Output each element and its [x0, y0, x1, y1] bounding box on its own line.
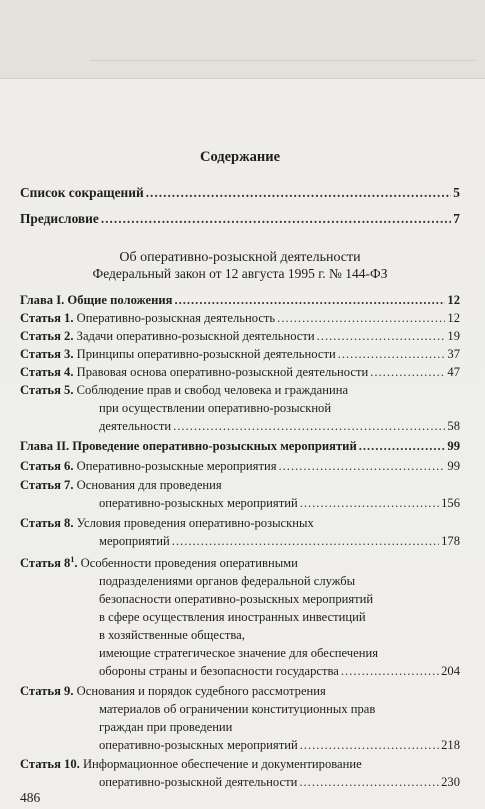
- entry-page: 37: [447, 347, 460, 361]
- article-number: Статья 5.: [20, 383, 74, 397]
- article-number: Статья $8^1$.: [20, 554, 78, 570]
- entry-continuation: материалов об ограничении конституционных прав: [99, 702, 376, 716]
- toc-entry[interactable]: [20, 756, 460, 772]
- toc-entry[interactable]: [20, 185, 460, 201]
- entry-label: Задачи оперативно-розыскной деятельности: [76, 329, 315, 343]
- toc-entry-end[interactable]: [99, 495, 460, 511]
- entry-page: 12: [447, 293, 460, 307]
- article-number: Статья 3.: [20, 347, 74, 361]
- entry-page: 230: [441, 775, 460, 789]
- entry-continuation: при осуществлении оперативно-розыскной: [99, 401, 332, 415]
- entry-continuation: в сфере осуществления иностранных инвестиций: [99, 610, 366, 624]
- toc-entry[interactable]: [20, 310, 460, 326]
- entry-label: Предисловие: [20, 211, 99, 226]
- chapter-entry[interactable]: [20, 438, 460, 454]
- article-number: Статья 10.: [20, 757, 80, 771]
- entry-label: Основания для проведения: [76, 478, 222, 492]
- page-number: 486: [20, 790, 41, 805]
- leader-dots: [173, 418, 445, 434]
- entry-continuation: граждан при проведении: [99, 720, 233, 734]
- article-number: Статья 6.: [20, 459, 74, 473]
- toc-entry[interactable]: [20, 683, 460, 699]
- toc-entry[interactable]: [20, 211, 460, 227]
- toc-entry-end[interactable]: [99, 533, 460, 549]
- leader-dots: [146, 185, 452, 201]
- entry-continuation: деятельности: [99, 419, 172, 433]
- leader-dots: [341, 663, 439, 679]
- entry-label: Глава I. Общие положения: [20, 293, 173, 307]
- entry-label: Оперативно-розыскная деятельность: [76, 311, 276, 325]
- leader-dots: [299, 774, 439, 790]
- entry-page: 19: [447, 329, 460, 343]
- entry-page: 99: [447, 439, 460, 453]
- chapter-entry[interactable]: [20, 292, 460, 308]
- leader-dots: [101, 211, 451, 227]
- article-number: Статья 8.: [20, 516, 74, 530]
- law-title: Об оперативно-розыскной деятельности: [119, 250, 361, 265]
- entry-page: 218: [441, 738, 460, 752]
- entry-continuation: имеющие стратегическое значение для обеспечения: [99, 646, 378, 660]
- entry-label: Глава II. Проведение оперативно-розыскных мероприятий: [20, 439, 357, 453]
- entry-page: 99: [447, 459, 460, 473]
- entry-continuation: безопасности оперативно-розыскных мероприятий: [99, 592, 374, 606]
- leader-dots: [370, 364, 445, 380]
- entry-page: 178: [441, 534, 460, 548]
- leader-dots: [317, 328, 446, 344]
- toc-entry[interactable]: [20, 555, 460, 571]
- toc-entry-end[interactable]: [99, 774, 460, 790]
- toc-entry[interactable]: [20, 477, 460, 493]
- entry-label: Правовая основа оперативно-розыскной деятельности: [76, 365, 369, 379]
- article-number: Статья 1.: [20, 311, 74, 325]
- leader-dots: [279, 458, 446, 474]
- entry-page: 7: [453, 211, 460, 226]
- leader-dots: [300, 495, 439, 511]
- entry-label: Основания и порядок судебного рассмотрения: [76, 684, 326, 698]
- toc-entry[interactable]: [20, 382, 460, 398]
- entry-continuation: подразделениями органов федеральной службы: [99, 574, 356, 588]
- entry-continuation: оперативно-розыскных мероприятий: [99, 738, 298, 752]
- toc-entry[interactable]: [20, 346, 460, 362]
- entry-continuation: мероприятий: [99, 534, 170, 548]
- divider: [90, 60, 475, 61]
- entry-page: 12: [447, 311, 460, 325]
- entry-page: 47: [447, 365, 460, 379]
- leader-dots: [300, 737, 439, 753]
- law-subtitle: Федеральный закон от 12 августа 1995 г. № 144-ФЗ: [92, 266, 388, 281]
- entry-label: Условия проведения оперативно-розыскных: [76, 516, 314, 530]
- entry-label: Соблюдение прав и свобод человека и гражданина: [76, 383, 349, 397]
- toc-entry[interactable]: [20, 458, 460, 474]
- article-number: Статья 9.: [20, 684, 74, 698]
- article-number: Статья 2.: [20, 329, 74, 343]
- entry-page: 204: [441, 664, 460, 678]
- leader-dots: [172, 533, 439, 549]
- toc-entry[interactable]: [20, 328, 460, 344]
- entry-continuation: обороны страны и безопасности государства: [99, 664, 339, 678]
- article-number: Статья 4.: [20, 365, 74, 379]
- entry-label: Информационное обеспечение и документирование: [82, 757, 362, 771]
- leader-dots: [359, 438, 446, 454]
- leader-dots: [174, 292, 445, 308]
- toc-entry[interactable]: [20, 364, 460, 380]
- entry-continuation: оперативно-розыскных мероприятий: [99, 496, 298, 510]
- entry-label: Оперативно-розыскные мероприятия: [76, 459, 277, 473]
- entry-label: Список сокращений: [20, 185, 144, 200]
- toc-entry-end[interactable]: [99, 737, 460, 753]
- toc-entry-end[interactable]: [99, 418, 460, 434]
- toc-entry-end[interactable]: [99, 663, 460, 679]
- toc-entry[interactable]: [20, 515, 460, 531]
- entry-continuation: в хозяйственные общества,: [99, 628, 245, 642]
- leader-dots: [338, 346, 446, 362]
- entry-page: 58: [447, 419, 460, 433]
- leader-dots: [277, 310, 445, 326]
- entry-page: 156: [441, 496, 460, 510]
- toc-title: Содержание: [199, 149, 281, 165]
- entry-continuation: оперативно-розыскной деятельности: [99, 775, 298, 789]
- entry-page: 5: [453, 185, 460, 200]
- entry-label: Принципы оперативно-розыскной деятельности: [76, 347, 336, 361]
- bleed-through-area: [0, 0, 485, 79]
- article-number: Статья 7.: [20, 478, 74, 492]
- entry-label: Особенности проведения оперативными: [80, 556, 298, 570]
